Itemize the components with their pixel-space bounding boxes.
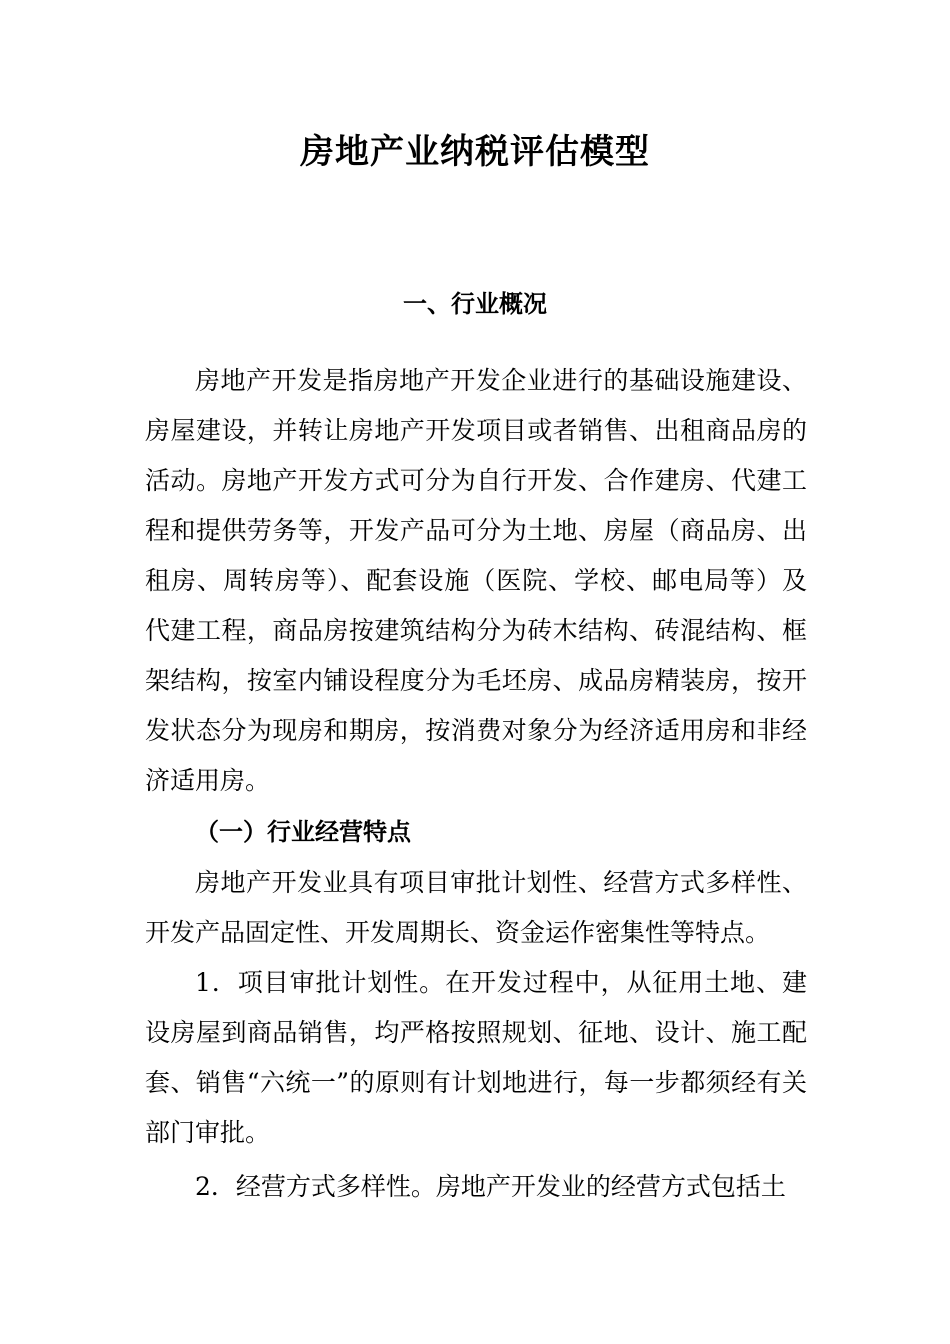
subsection-heading: （一）行业经营特点 [195, 818, 411, 846]
paragraph-overview: 房地产开发是指房地产开发企业进行的基础设施建设、房屋建设，并转让房地产开发项目或者销售、出租商品房的活动。房地产开发方式可分为自行开发、合作建房、代建工程和提供劳务等，开发产品可分为土地、房屋（商品房、出租房、周转房等）、配套设施（医院、学校、邮电局等）及代建工程，商品房按建筑结构分为砖木结构、砖混结构、框架结构，按室内铺设程度分为毛坯房、成品房精装房，按开发状态分为现房和期房，按消费对象分为经济适用房和非经济适用房。 [145, 366, 807, 795]
document-title: 房地产业纳税评估模型 [300, 132, 650, 172]
section-heading: 一、行业概况 [403, 290, 547, 318]
paragraph-item-1: 1．项目审批计划性。在开发过程中，从征用土地、建设房屋到商品销售，均严格按照规划、征地、设计、施工配套、销售“六统一”的原则有计划地进行，每一步都须经有关部门审批。 [145, 968, 807, 1147]
paragraph-item-2: 2．经营方式多样性。房地产开发业的经营方式包括土 [195, 1172, 786, 1201]
paragraph-characteristics: 房地产开发业具有项目审批计划性、经营方式多样性、开发产品固定性、开发周期长、资金运作密集性等特点。 [145, 868, 807, 947]
document-body [145, 356, 807, 1212]
